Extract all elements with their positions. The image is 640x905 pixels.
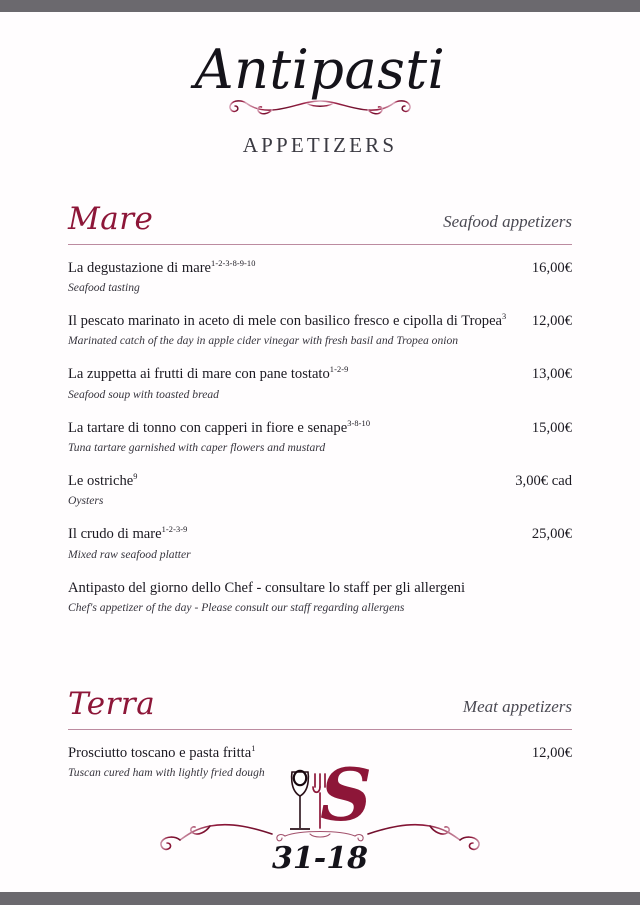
- menu-item-description: Chef's appetizer of the day - Please consult our staff regarding allergens: [68, 600, 405, 614]
- menu-item-description: Marinated catch of the day in apple cider vinegar with fresh basil and Tropea onion: [68, 334, 459, 348]
- right-flourish-icon: [368, 825, 479, 850]
- menu-item-price: 15,00€: [531, 419, 572, 436]
- dish-list-mare: [68, 245, 572, 615]
- menu-item-name: Antipasto del giorno dello Chef - consultare lo staff per gli allergeni: [68, 579, 466, 596]
- section-subtitle: Seafood appetizers: [443, 211, 572, 231]
- menu-item: [68, 472, 572, 508]
- menu-item-row: [68, 365, 572, 383]
- wine-glass-icon: [290, 771, 310, 829]
- menu-page: [0, 12, 640, 892]
- menu-item-row: [68, 259, 572, 277]
- menu-item-row: [68, 525, 572, 543]
- left-flourish-icon: [161, 825, 272, 850]
- menu-item-price: 3,00€ cad: [515, 472, 572, 489]
- logo-mark-icon: [150, 756, 490, 874]
- menu-item-description: Tuscan cured ham with lightly fried dough: [68, 766, 265, 780]
- allergen-codes: 1: [251, 744, 256, 754]
- section-header: [68, 202, 572, 244]
- menu-section-mare: [68, 202, 572, 615]
- logo-letter-s: S: [320, 756, 372, 837]
- menu-item-name: La zuppetta ai frutti di mare con pane tostato$^{1-2-9}$: [68, 365, 349, 383]
- menu-item-price: 12,00€: [531, 744, 572, 761]
- menu-item-row: [68, 579, 572, 597]
- menu-item-name: Prosciutto toscano e pasta fritta$^1$: [68, 744, 256, 761]
- menu-item-price: 16,00€: [531, 259, 572, 276]
- page-top-bar: [0, 0, 640, 12]
- menu-item-price: 13,00€: [531, 366, 572, 383]
- page-subtitle: APPETIZERS: [242, 132, 398, 157]
- menu-item: [68, 419, 572, 455]
- menu-item-row: [68, 419, 572, 437]
- menu-item: [68, 312, 572, 348]
- menu-item-description: Seafood soup with toasted bread: [68, 387, 219, 401]
- menu-item-price: 25,00€: [531, 526, 572, 543]
- restaurant-logo: [0, 756, 640, 874]
- allergen-codes: 1-2-3-9: [161, 525, 188, 535]
- menu-item-name: Il pescato marinato in aceto di mele con basilico fresco e cipolla di Tropea$^3$: [68, 312, 507, 330]
- menu-masthead: [0, 12, 640, 158]
- menu-item-row: [68, 312, 572, 330]
- menu-item: [68, 579, 572, 615]
- section-title: Mare: [68, 200, 154, 237]
- menu-item-name: Le ostriche$^9$: [68, 472, 138, 489]
- allergen-codes: 9: [133, 472, 138, 482]
- allergen-codes: 1-2-9: [329, 365, 349, 375]
- page-bottom-bar: [0, 892, 640, 905]
- section-header: [68, 687, 572, 729]
- allergen-codes: 3: [502, 312, 507, 322]
- menu-item-description: Seafood tasting: [68, 281, 140, 295]
- section-subtitle: Meat appetizers: [462, 696, 572, 716]
- menu-item: [68, 259, 572, 295]
- menu-item: [68, 525, 572, 561]
- menu-item-name: La tartare di tonno con capperi in fiore e senape$^{3-8-10}$: [68, 418, 371, 436]
- logo-number: 31-18: [272, 841, 368, 874]
- menu-item-name: La degustazione di mare$^{1-2-3-8-9-10}$: [68, 258, 256, 276]
- page-title: Antipasti: [194, 38, 446, 101]
- menu-item-name: Il crudo di mare$^{1-2-3-9}$: [68, 525, 188, 543]
- menu-item-row: [68, 472, 572, 490]
- allergen-codes: 3-8-10: [347, 418, 371, 428]
- menu-item-price: 12,00€: [531, 313, 572, 330]
- section-title: Terra: [68, 685, 156, 722]
- allergen-codes: 1-2-3-8-9-10: [211, 258, 256, 268]
- menu-item: [68, 365, 572, 401]
- menu-item-description: Oysters: [68, 494, 104, 508]
- menu-item-description: Mixed raw seafood platter: [68, 547, 191, 561]
- menu-item-description: Tuna tartare garnished with caper flowers and mustard: [68, 440, 326, 454]
